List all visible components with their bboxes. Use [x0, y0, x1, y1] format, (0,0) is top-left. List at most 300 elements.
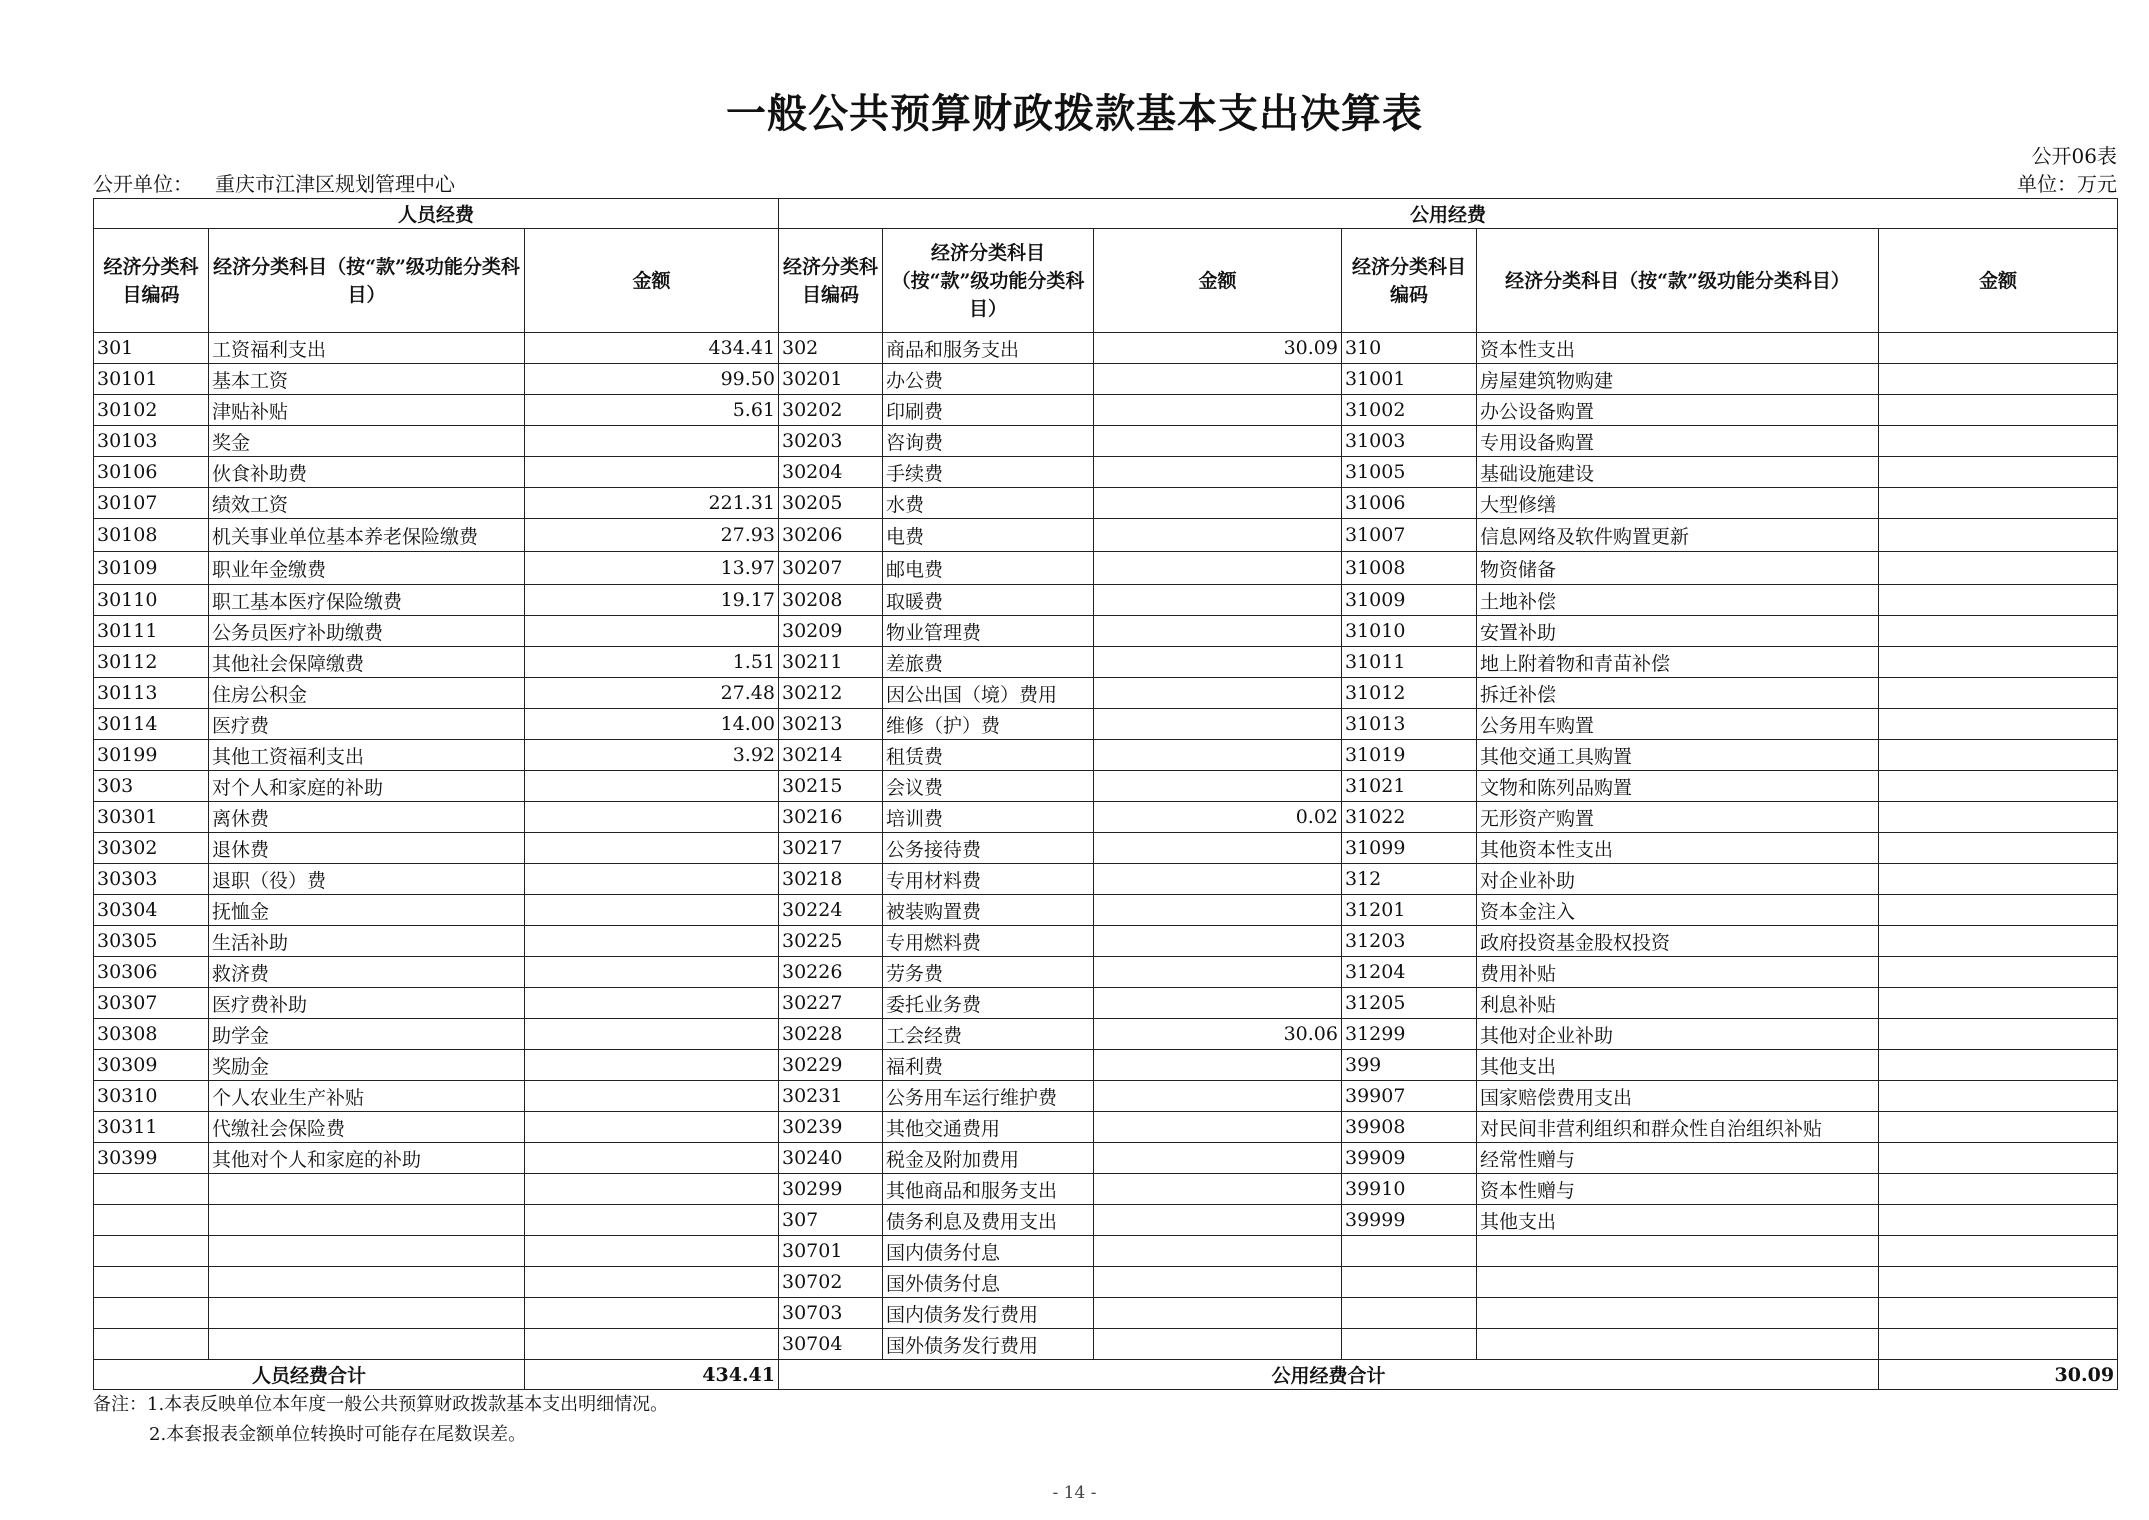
table-row: [94, 957, 2118, 988]
col-header-code-a: 经济分类科目编码: [94, 229, 209, 333]
personnel-total-amount: 434.41: [525, 1360, 779, 1390]
code-cell: 30106: [94, 457, 209, 488]
name-cell: 地上附着物和青苗补偿: [1477, 647, 1879, 678]
name-cell: 抚恤金: [209, 895, 525, 926]
code-cell: 30109: [94, 552, 209, 585]
name-cell: 大型修缮: [1477, 488, 1879, 519]
name-cell: 会议费: [883, 771, 1094, 802]
name-cell: 安置补助: [1477, 616, 1879, 647]
code-cell: 31013: [1342, 709, 1477, 740]
name-cell: 电费: [883, 519, 1094, 552]
code-cell: 30231: [779, 1081, 883, 1112]
code-cell: 30107: [94, 488, 209, 519]
amount-cell: [1879, 926, 2118, 957]
amount-cell: [525, 864, 779, 895]
code-cell: 31022: [1342, 802, 1477, 833]
name-cell: 其他交通工具购置: [1477, 740, 1879, 771]
name-cell: 国内债务付息: [883, 1236, 1094, 1267]
table-row: [94, 709, 2118, 740]
amount-cell: [1094, 895, 1342, 926]
name-cell: [209, 1329, 525, 1360]
name-cell: 债务利息及费用支出: [883, 1205, 1094, 1236]
name-cell: 土地补偿: [1477, 585, 1879, 616]
amount-cell: 27.93: [525, 519, 779, 552]
name-cell: 费用补贴: [1477, 957, 1879, 988]
amount-cell: [1094, 1267, 1342, 1298]
amount-cell: [1879, 678, 2118, 709]
name-cell: 对民间非营利组织和群众性自治组织补贴: [1477, 1112, 1879, 1143]
amount-cell: [525, 1236, 779, 1267]
name-cell: 其他交通费用: [883, 1112, 1094, 1143]
name-cell: 因公出国（境）费用: [883, 678, 1094, 709]
amount-cell: 99.50: [525, 364, 779, 395]
code-cell: 31001: [1342, 364, 1477, 395]
code-cell: 30212: [779, 678, 883, 709]
name-cell: 公务用车运行维护费: [883, 1081, 1094, 1112]
name-cell: 公务接待费: [883, 833, 1094, 864]
amount-cell: [525, 1267, 779, 1298]
table-row: [94, 585, 2118, 616]
code-cell: 31010: [1342, 616, 1477, 647]
name-cell: 工会经费: [883, 1019, 1094, 1050]
table-row: [94, 552, 2118, 585]
table-row: [94, 1050, 2118, 1081]
amount-cell: [1879, 895, 2118, 926]
table-row: [94, 1267, 2118, 1298]
col-header-name-c: 经济分类科目（按“款”级功能分类科目）: [1477, 229, 1879, 333]
name-cell: [209, 1205, 525, 1236]
name-cell: 医疗费补助: [209, 988, 525, 1019]
amount-cell: [525, 926, 779, 957]
amount-cell: [1094, 1081, 1342, 1112]
name-cell: 资本金注入: [1477, 895, 1879, 926]
code-cell: 31203: [1342, 926, 1477, 957]
amount-cell: [1094, 957, 1342, 988]
amount-cell: [1094, 488, 1342, 519]
name-cell: 职工基本医疗保险缴费: [209, 585, 525, 616]
column-header-row: [94, 229, 2118, 333]
code-cell: [94, 1174, 209, 1205]
amount-cell: 14.00: [525, 709, 779, 740]
amount-cell: [525, 1050, 779, 1081]
code-cell: 31021: [1342, 771, 1477, 802]
name-cell: 对企业补助: [1477, 864, 1879, 895]
table-row: [94, 1205, 2118, 1236]
code-cell: 30110: [94, 585, 209, 616]
code-cell: 30209: [779, 616, 883, 647]
code-cell: [94, 1236, 209, 1267]
name-cell: 国内债务发行费用: [883, 1298, 1094, 1329]
amount-cell: [1094, 864, 1342, 895]
amount-cell: [1094, 678, 1342, 709]
name-cell: [1477, 1298, 1879, 1329]
amount-cell: [1879, 709, 2118, 740]
public-total-label: 公用经费合计: [779, 1360, 1879, 1390]
name-cell: 拆迁补偿: [1477, 678, 1879, 709]
amount-cell: 1.51: [525, 647, 779, 678]
code-cell: 30704: [779, 1329, 883, 1360]
table-row: [94, 647, 2118, 678]
code-cell: 30205: [779, 488, 883, 519]
amount-cell: [1094, 552, 1342, 585]
amount-cell: [1094, 740, 1342, 771]
code-cell: 30217: [779, 833, 883, 864]
amount-cell: [1094, 616, 1342, 647]
personnel-total-label: 人员经费合计: [94, 1360, 525, 1390]
amount-cell: [1094, 1143, 1342, 1174]
page-number: - 14 -: [1052, 1483, 1097, 1503]
code-cell: 30311: [94, 1112, 209, 1143]
table-row: [94, 1236, 2118, 1267]
code-cell: 30102: [94, 395, 209, 426]
name-cell: 国外债务付息: [883, 1267, 1094, 1298]
name-cell: 咨询费: [883, 426, 1094, 457]
name-cell: 住房公积金: [209, 678, 525, 709]
name-cell: 生活补助: [209, 926, 525, 957]
code-cell: 31002: [1342, 395, 1477, 426]
code-cell: 303: [94, 771, 209, 802]
name-cell: 基本工资: [209, 364, 525, 395]
name-cell: 伙食补助费: [209, 457, 525, 488]
name-cell: 公务员医疗补助缴费: [209, 616, 525, 647]
code-cell: 30304: [94, 895, 209, 926]
amount-cell: [1094, 1236, 1342, 1267]
amount-cell: [1879, 988, 2118, 1019]
table-row: [94, 926, 2118, 957]
amount-cell: [525, 988, 779, 1019]
code-cell: 30201: [779, 364, 883, 395]
currency-unit: 单位：万元: [2017, 172, 2117, 196]
reporting-unit-label: 公开单位：: [93, 172, 193, 196]
code-cell: 30301: [94, 802, 209, 833]
amount-cell: [525, 802, 779, 833]
name-cell: 物业管理费: [883, 616, 1094, 647]
code-cell: 30202: [779, 395, 883, 426]
name-cell: [209, 1174, 525, 1205]
code-cell: 310: [1342, 333, 1477, 364]
code-cell: 31008: [1342, 552, 1477, 585]
amount-cell: [1094, 1329, 1342, 1360]
name-cell: 专用材料费: [883, 864, 1094, 895]
code-cell: [94, 1205, 209, 1236]
name-cell: 劳务费: [883, 957, 1094, 988]
code-cell: 30206: [779, 519, 883, 552]
name-cell: 奖励金: [209, 1050, 525, 1081]
code-cell: 30218: [779, 864, 883, 895]
amount-cell: [1879, 740, 2118, 771]
amount-cell: [1879, 364, 2118, 395]
amount-cell: [525, 1112, 779, 1143]
group-header-public: 公用经费: [779, 199, 2118, 229]
table-row: [94, 1329, 2118, 1360]
amount-cell: [1879, 1112, 2118, 1143]
public-total-amount: 30.09: [1879, 1360, 2118, 1390]
col-header-amount-c: 金额: [1879, 229, 2118, 333]
code-cell: [1342, 1329, 1477, 1360]
name-cell: 对个人和家庭的补助: [209, 771, 525, 802]
code-cell: 39999: [1342, 1205, 1477, 1236]
amount-cell: [1879, 1019, 2118, 1050]
totals-row: [94, 1360, 2118, 1390]
code-cell: 31003: [1342, 426, 1477, 457]
code-cell: 39910: [1342, 1174, 1477, 1205]
col-header-code-b: 经济分类科目编码: [779, 229, 883, 333]
code-cell: [94, 1267, 209, 1298]
code-cell: 30208: [779, 585, 883, 616]
amount-cell: [1094, 709, 1342, 740]
amount-cell: [1094, 833, 1342, 864]
code-cell: 39908: [1342, 1112, 1477, 1143]
amount-cell: 0.02: [1094, 802, 1342, 833]
name-cell: 国外债务发行费用: [883, 1329, 1094, 1360]
code-cell: 31011: [1342, 647, 1477, 678]
amount-cell: [1879, 1236, 2118, 1267]
code-cell: 30203: [779, 426, 883, 457]
amount-cell: [1094, 988, 1342, 1019]
name-cell: 离休费: [209, 802, 525, 833]
code-cell: 30199: [94, 740, 209, 771]
table-row: [94, 802, 2118, 833]
code-cell: 30216: [779, 802, 883, 833]
name-cell: 印刷费: [883, 395, 1094, 426]
code-cell: 39909: [1342, 1143, 1477, 1174]
name-cell: 商品和服务支出: [883, 333, 1094, 364]
name-cell: 津贴补贴: [209, 395, 525, 426]
table-row: [94, 488, 2118, 519]
name-cell: [209, 1236, 525, 1267]
code-cell: 30701: [779, 1236, 883, 1267]
amount-cell: [525, 771, 779, 802]
code-cell: 302: [779, 333, 883, 364]
table-row: [94, 426, 2118, 457]
code-cell: 399: [1342, 1050, 1477, 1081]
name-cell: 其他商品和服务支出: [883, 1174, 1094, 1205]
amount-cell: [1879, 616, 2118, 647]
code-cell: 30224: [779, 895, 883, 926]
amount-cell: 434.41: [525, 333, 779, 364]
name-cell: 个人农业生产补贴: [209, 1081, 525, 1112]
name-cell: 无形资产购置: [1477, 802, 1879, 833]
name-cell: [209, 1298, 525, 1329]
amount-cell: [1879, 802, 2118, 833]
name-cell: [1477, 1236, 1879, 1267]
amount-cell: [1879, 1329, 2118, 1360]
code-cell: 31299: [1342, 1019, 1477, 1050]
code-cell: [94, 1298, 209, 1329]
table-row: [94, 616, 2118, 647]
amount-cell: [525, 616, 779, 647]
name-cell: 办公设备购置: [1477, 395, 1879, 426]
amount-cell: [1094, 457, 1342, 488]
code-cell: 30308: [94, 1019, 209, 1050]
name-cell: 工资福利支出: [209, 333, 525, 364]
table-row: [94, 833, 2118, 864]
code-cell: 30227: [779, 988, 883, 1019]
form-number: 公开06表: [2031, 144, 2117, 168]
amount-cell: [1879, 771, 2118, 802]
amount-cell: [525, 833, 779, 864]
code-cell: 30239: [779, 1112, 883, 1143]
amount-cell: [1879, 333, 2118, 364]
name-cell: 委托业务费: [883, 988, 1094, 1019]
name-cell: 物资储备: [1477, 552, 1879, 585]
code-cell: [1342, 1236, 1477, 1267]
note-line-2: 2.本套报表金额单位转换时可能存在尾数误差。: [149, 1424, 527, 1445]
amount-cell: 30.06: [1094, 1019, 1342, 1050]
amount-cell: [1879, 395, 2118, 426]
name-cell: 绩效工资: [209, 488, 525, 519]
amount-cell: [1879, 1267, 2118, 1298]
code-cell: 31205: [1342, 988, 1477, 1019]
name-cell: 取暖费: [883, 585, 1094, 616]
code-cell: 30207: [779, 552, 883, 585]
code-cell: 30302: [94, 833, 209, 864]
amount-cell: [1094, 1050, 1342, 1081]
note-line-1: 备注：1.本表反映单位本年度一般公共预算财政拨款基本支出明细情况。: [93, 1394, 669, 1415]
code-cell: 30228: [779, 1019, 883, 1050]
name-cell: 维修（护）费: [883, 709, 1094, 740]
amount-cell: [525, 1143, 779, 1174]
code-cell: [94, 1329, 209, 1360]
name-cell: 基础设施建设: [1477, 457, 1879, 488]
amount-cell: [1094, 1174, 1342, 1205]
code-cell: 31019: [1342, 740, 1477, 771]
code-cell: 30113: [94, 678, 209, 709]
code-cell: 31005: [1342, 457, 1477, 488]
amount-cell: [1094, 1205, 1342, 1236]
code-cell: 30306: [94, 957, 209, 988]
code-cell: 30108: [94, 519, 209, 552]
name-cell: 助学金: [209, 1019, 525, 1050]
table-row: [94, 457, 2118, 488]
amount-cell: [1094, 519, 1342, 552]
code-cell: 30307: [94, 988, 209, 1019]
amount-cell: [1879, 1143, 2118, 1174]
name-cell: 医疗费: [209, 709, 525, 740]
name-cell: 利息补贴: [1477, 988, 1879, 1019]
amount-cell: [1879, 552, 2118, 585]
name-cell: 邮电费: [883, 552, 1094, 585]
code-cell: 30213: [779, 709, 883, 740]
amount-cell: [525, 1019, 779, 1050]
amount-cell: [525, 895, 779, 926]
name-cell: 培训费: [883, 802, 1094, 833]
code-cell: 30226: [779, 957, 883, 988]
code-cell: 30703: [779, 1298, 883, 1329]
amount-cell: [525, 1298, 779, 1329]
amount-cell: [1879, 1081, 2118, 1112]
name-cell: 办公费: [883, 364, 1094, 395]
amount-cell: [525, 1329, 779, 1360]
amount-cell: [1879, 519, 2118, 552]
amount-cell: [1879, 488, 2118, 519]
name-cell: 退职（役）费: [209, 864, 525, 895]
table-row: [94, 1081, 2118, 1112]
name-cell: 专用燃料费: [883, 926, 1094, 957]
notes: [93, 1390, 668, 1450]
code-cell: 30112: [94, 647, 209, 678]
code-cell: 301: [94, 333, 209, 364]
name-cell: 文物和陈列品购置: [1477, 771, 1879, 802]
amount-cell: 13.97: [525, 552, 779, 585]
name-cell: 差旅费: [883, 647, 1094, 678]
name-cell: 房屋建筑物购建: [1477, 364, 1879, 395]
code-cell: 30225: [779, 926, 883, 957]
code-cell: 30215: [779, 771, 883, 802]
code-cell: [1342, 1267, 1477, 1298]
amount-cell: [525, 1205, 779, 1236]
code-cell: 30399: [94, 1143, 209, 1174]
amount-cell: [1879, 1205, 2118, 1236]
code-cell: 30702: [779, 1267, 883, 1298]
code-cell: 30214: [779, 740, 883, 771]
amount-cell: [1094, 426, 1342, 457]
code-cell: 30310: [94, 1081, 209, 1112]
code-cell: 30103: [94, 426, 209, 457]
code-cell: 312: [1342, 864, 1477, 895]
name-cell: 代缴社会保险费: [209, 1112, 525, 1143]
table-row: [94, 1298, 2118, 1329]
name-cell: 其他工资福利支出: [209, 740, 525, 771]
table-row: [94, 519, 2118, 552]
name-cell: 税金及附加费用: [883, 1143, 1094, 1174]
code-cell: 39907: [1342, 1081, 1477, 1112]
group-header-personnel: 人员经费: [94, 199, 779, 229]
table-row: [94, 1112, 2118, 1143]
table-row: [94, 1019, 2118, 1050]
code-cell: 30211: [779, 647, 883, 678]
table-row: [94, 864, 2118, 895]
col-header-name-a: 经济分类科目（按“款”级功能分类科目）: [209, 229, 525, 333]
table-row: [94, 364, 2118, 395]
amount-cell: [525, 957, 779, 988]
amount-cell: [1094, 364, 1342, 395]
name-cell: 奖金: [209, 426, 525, 457]
code-cell: 307: [779, 1205, 883, 1236]
amount-cell: 27.48: [525, 678, 779, 709]
code-cell: 30101: [94, 364, 209, 395]
amount-cell: [1094, 771, 1342, 802]
table-row: [94, 1143, 2118, 1174]
amount-cell: 30.09: [1094, 333, 1342, 364]
amount-cell: [1094, 585, 1342, 616]
name-cell: 国家赔偿费用支出: [1477, 1081, 1879, 1112]
code-cell: 31009: [1342, 585, 1477, 616]
reporting-unit: [93, 168, 455, 197]
code-cell: 31006: [1342, 488, 1477, 519]
amount-cell: [1094, 1112, 1342, 1143]
report-title: 一般公共预算财政拨款基本支出决算表: [726, 90, 1423, 137]
expenditure-table: [93, 198, 2118, 1390]
amount-cell: 5.61: [525, 395, 779, 426]
name-cell: 其他支出: [1477, 1050, 1879, 1081]
name-cell: [1477, 1329, 1879, 1360]
amount-cell: 3.92: [525, 740, 779, 771]
code-cell: [1342, 1298, 1477, 1329]
amount-cell: 221.31: [525, 488, 779, 519]
name-cell: 水费: [883, 488, 1094, 519]
table-row: [94, 1174, 2118, 1205]
name-cell: 资本性支出: [1477, 333, 1879, 364]
table-row: [94, 740, 2118, 771]
code-cell: 30309: [94, 1050, 209, 1081]
amount-cell: [525, 426, 779, 457]
code-cell: 31007: [1342, 519, 1477, 552]
name-cell: 手续费: [883, 457, 1094, 488]
table-row: [94, 333, 2118, 364]
amount-cell: [525, 457, 779, 488]
name-cell: [209, 1267, 525, 1298]
